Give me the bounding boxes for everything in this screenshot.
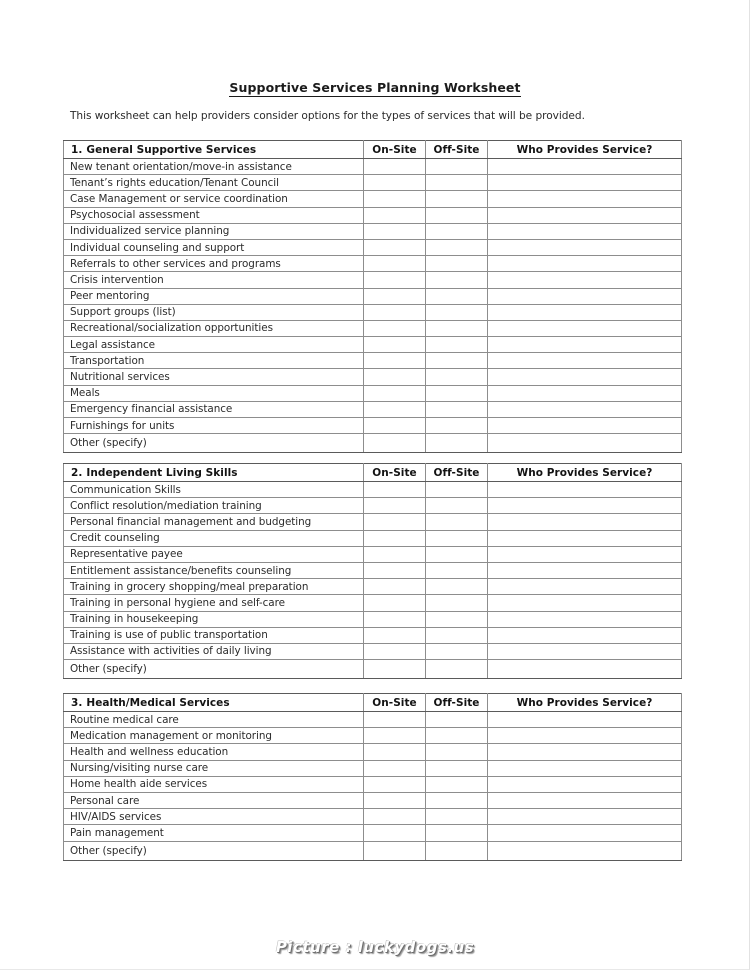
off-site-checkbox-cell[interactable] (426, 809, 488, 825)
section-number: 3. (71, 696, 83, 709)
section-title-header (64, 464, 364, 482)
who-provides-entry-cell[interactable] (488, 223, 682, 239)
service-name-cell: Recreational/socialization opportunities (64, 320, 364, 336)
who-provides-entry-cell[interactable] (488, 498, 682, 514)
who-provides-entry-cell[interactable] (488, 579, 682, 595)
who-provides-entry-cell[interactable] (488, 434, 682, 453)
off-site-checkbox-cell[interactable] (426, 191, 488, 207)
table-row (64, 434, 682, 453)
table-row (64, 288, 682, 304)
table-row (64, 385, 682, 401)
on-site-checkbox-cell[interactable] (364, 579, 426, 595)
off-site-checkbox-cell[interactable] (426, 175, 488, 191)
service-name-cell: Support groups (list) (64, 304, 364, 320)
on-site-checkbox-cell[interactable] (364, 401, 426, 417)
off-site-checkbox-cell[interactable] (426, 369, 488, 385)
table-row (64, 627, 682, 643)
on-site-checkbox-cell[interactable] (364, 744, 426, 760)
off-site-checkbox-cell[interactable] (426, 562, 488, 578)
off-site-checkbox-cell[interactable] (426, 792, 488, 808)
table-row (64, 272, 682, 288)
table-row (64, 482, 682, 498)
service-name-cell: Entitlement assistance/benefits counseling (64, 562, 364, 578)
off-site-checkbox-cell[interactable] (426, 385, 488, 401)
who-provides-entry-cell[interactable] (488, 728, 682, 744)
on-site-checkbox-cell[interactable] (364, 369, 426, 385)
off-site-checkbox-cell[interactable] (426, 546, 488, 562)
who-provides-header: Who Provides Service? (488, 464, 682, 482)
section-title-header (64, 694, 364, 712)
service-name-cell: Case Management or service coordination (64, 191, 364, 207)
on-site-checkbox-cell[interactable] (364, 643, 426, 659)
service-name-cell: Legal assistance (64, 337, 364, 353)
on-site-checkbox-cell[interactable] (364, 595, 426, 611)
service-name-cell: Furnishings for units (64, 418, 364, 434)
on-site-checkbox-cell[interactable] (364, 841, 426, 860)
service-name-cell: Conflict resolution/mediation training (64, 498, 364, 514)
off-site-checkbox-cell[interactable] (426, 744, 488, 760)
off-site-header: Off-Site (426, 141, 488, 159)
section-table-3 (63, 693, 681, 861)
table-row (64, 514, 682, 530)
who-provides-entry-cell[interactable] (488, 627, 682, 643)
table-row (64, 175, 682, 191)
table-row (64, 841, 682, 860)
who-provides-entry-cell[interactable] (488, 792, 682, 808)
off-site-checkbox-cell[interactable] (426, 401, 488, 417)
who-provides-entry-cell[interactable] (488, 207, 682, 223)
services-table (63, 693, 682, 861)
who-provides-entry-cell[interactable] (488, 353, 682, 369)
table-row (64, 562, 682, 578)
on-site-header: On-Site (364, 694, 426, 712)
service-name-cell: Personal financial management and budgeting (64, 514, 364, 530)
off-site-checkbox-cell[interactable] (426, 353, 488, 369)
off-site-checkbox-cell[interactable] (426, 760, 488, 776)
off-site-checkbox-cell[interactable] (426, 825, 488, 841)
off-site-checkbox-cell[interactable] (426, 159, 488, 175)
table-row (64, 337, 682, 353)
watermark-credit: Picture : luckydogs.us (275, 938, 475, 956)
table-row (64, 401, 682, 417)
service-name-cell: Home health aide services (64, 776, 364, 792)
who-provides-entry-cell[interactable] (488, 841, 682, 860)
page-title (0, 80, 750, 95)
on-site-checkbox-cell[interactable] (364, 207, 426, 223)
service-name-cell: Individual counseling and support (64, 239, 364, 255)
service-name-cell: Personal care (64, 792, 364, 808)
section-table-1 (63, 140, 681, 453)
on-site-checkbox-cell[interactable] (364, 239, 426, 255)
service-name-cell: Crisis intervention (64, 272, 364, 288)
page-title-text: Supportive Services Planning Worksheet (229, 80, 521, 95)
on-site-checkbox-cell[interactable] (364, 776, 426, 792)
off-site-checkbox-cell[interactable] (426, 643, 488, 659)
on-site-header: On-Site (364, 464, 426, 482)
service-name-cell: Training in personal hygiene and self-care (64, 595, 364, 611)
on-site-checkbox-cell[interactable] (364, 418, 426, 434)
who-provides-entry-cell[interactable] (488, 401, 682, 417)
on-site-checkbox-cell[interactable] (364, 304, 426, 320)
who-provides-entry-cell[interactable] (488, 272, 682, 288)
who-provides-entry-cell[interactable] (488, 776, 682, 792)
table-row (64, 159, 682, 175)
service-name-cell: New tenant orientation/move-in assistance (64, 159, 364, 175)
section-title: Health/Medical Services (86, 696, 230, 709)
table-row (64, 825, 682, 841)
on-site-checkbox-cell[interactable] (364, 320, 426, 336)
on-site-checkbox-cell[interactable] (364, 809, 426, 825)
who-provides-entry-cell[interactable] (488, 288, 682, 304)
service-name-cell: Training is use of public transportation (64, 627, 364, 643)
service-name-cell: Nutritional services (64, 369, 364, 385)
service-name-cell: Tenant’s rights education/Tenant Council (64, 175, 364, 191)
who-provides-entry-cell[interactable] (488, 643, 682, 659)
table-row (64, 760, 682, 776)
who-provides-entry-cell[interactable] (488, 320, 682, 336)
off-site-checkbox-cell[interactable] (426, 223, 488, 239)
off-site-checkbox-cell[interactable] (426, 272, 488, 288)
who-provides-entry-cell[interactable] (488, 175, 682, 191)
section-table-2 (63, 463, 681, 679)
off-site-checkbox-cell[interactable] (426, 841, 488, 860)
off-site-checkbox-cell[interactable] (426, 239, 488, 255)
on-site-checkbox-cell[interactable] (364, 191, 426, 207)
service-name-cell: Referrals to other services and programs (64, 256, 364, 272)
who-provides-entry-cell[interactable] (488, 712, 682, 728)
off-site-checkbox-cell[interactable] (426, 434, 488, 453)
off-site-checkbox-cell[interactable] (426, 776, 488, 792)
who-provides-entry-cell[interactable] (488, 809, 682, 825)
off-site-checkbox-cell[interactable] (426, 530, 488, 546)
off-site-header: Off-Site (426, 694, 488, 712)
table-row (64, 643, 682, 659)
intro-paragraph: This worksheet can help providers consider options for the types of services that will be provided. (70, 110, 585, 122)
who-provides-entry-cell[interactable] (488, 239, 682, 255)
off-site-checkbox-cell[interactable] (426, 712, 488, 728)
who-provides-entry-cell[interactable] (488, 418, 682, 434)
section-title: Independent Living Skills (86, 466, 238, 479)
on-site-checkbox-cell[interactable] (364, 434, 426, 453)
on-site-checkbox-cell[interactable] (364, 256, 426, 272)
section-title-header (64, 141, 364, 159)
who-provides-entry-cell[interactable] (488, 760, 682, 776)
on-site-checkbox-cell[interactable] (364, 546, 426, 562)
service-name-cell: Meals (64, 385, 364, 401)
off-site-checkbox-cell[interactable] (426, 207, 488, 223)
section-number: 1. (71, 143, 83, 156)
section-title: General Supportive Services (86, 143, 257, 156)
table-row (64, 579, 682, 595)
on-site-checkbox-cell[interactable] (364, 223, 426, 239)
service-name-cell: Health and wellness education (64, 744, 364, 760)
service-name-cell: Transportation (64, 353, 364, 369)
who-provides-entry-cell[interactable] (488, 482, 682, 498)
service-name-cell: Pain management (64, 825, 364, 841)
on-site-checkbox-cell[interactable] (364, 337, 426, 353)
off-site-checkbox-cell[interactable] (426, 514, 488, 530)
table-row (64, 498, 682, 514)
on-site-checkbox-cell[interactable] (364, 760, 426, 776)
table-row (64, 207, 682, 223)
who-provides-entry-cell[interactable] (488, 514, 682, 530)
off-site-checkbox-cell[interactable] (426, 256, 488, 272)
who-provides-entry-cell[interactable] (488, 611, 682, 627)
table-row (64, 239, 682, 255)
table-row (64, 256, 682, 272)
off-site-checkbox-cell[interactable] (426, 660, 488, 679)
off-site-checkbox-cell[interactable] (426, 418, 488, 434)
service-name-cell: HIV/AIDS services (64, 809, 364, 825)
section-number: 2. (71, 466, 83, 479)
on-site-checkbox-cell[interactable] (364, 288, 426, 304)
off-site-checkbox-cell[interactable] (426, 728, 488, 744)
on-site-checkbox-cell[interactable] (364, 385, 426, 401)
table-row (64, 320, 682, 336)
services-table (63, 140, 682, 453)
off-site-checkbox-cell[interactable] (426, 579, 488, 595)
on-site-checkbox-cell[interactable] (364, 530, 426, 546)
service-name-cell: Nursing/visiting nurse care (64, 760, 364, 776)
off-site-checkbox-cell[interactable] (426, 498, 488, 514)
service-name-cell: Other (specify) (64, 841, 364, 860)
who-provides-entry-cell[interactable] (488, 825, 682, 841)
off-site-checkbox-cell[interactable] (426, 288, 488, 304)
off-site-checkbox-cell[interactable] (426, 304, 488, 320)
who-provides-entry-cell[interactable] (488, 191, 682, 207)
service-name-cell: Routine medical care (64, 712, 364, 728)
table-row (64, 744, 682, 760)
service-name-cell: Other (specify) (64, 660, 364, 679)
off-site-checkbox-cell[interactable] (426, 595, 488, 611)
on-site-checkbox-cell[interactable] (364, 353, 426, 369)
table-header-row (64, 464, 682, 482)
service-name-cell: Peer mentoring (64, 288, 364, 304)
off-site-checkbox-cell[interactable] (426, 627, 488, 643)
service-name-cell: Credit counseling (64, 530, 364, 546)
table-row (64, 191, 682, 207)
table-row (64, 353, 682, 369)
off-site-checkbox-cell[interactable] (426, 611, 488, 627)
service-name-cell: Medication management or monitoring (64, 728, 364, 744)
who-provides-entry-cell[interactable] (488, 304, 682, 320)
table-row (64, 792, 682, 808)
table-row (64, 712, 682, 728)
service-name-cell: Communication Skills (64, 482, 364, 498)
on-site-checkbox-cell[interactable] (364, 712, 426, 728)
who-provides-entry-cell[interactable] (488, 546, 682, 562)
table-header-row (64, 694, 682, 712)
who-provides-entry-cell[interactable] (488, 337, 682, 353)
service-name-cell: Other (specify) (64, 434, 364, 453)
table-row (64, 611, 682, 627)
on-site-checkbox-cell[interactable] (364, 272, 426, 288)
who-provides-entry-cell[interactable] (488, 159, 682, 175)
who-provides-entry-cell[interactable] (488, 369, 682, 385)
who-provides-entry-cell[interactable] (488, 595, 682, 611)
table-row (64, 530, 682, 546)
on-site-checkbox-cell[interactable] (364, 175, 426, 191)
who-provides-entry-cell[interactable] (488, 256, 682, 272)
who-provides-header: Who Provides Service? (488, 141, 682, 159)
off-site-checkbox-cell[interactable] (426, 482, 488, 498)
services-table (63, 463, 682, 679)
on-site-checkbox-cell[interactable] (364, 482, 426, 498)
off-site-header: Off-Site (426, 464, 488, 482)
table-row (64, 223, 682, 239)
table-row (64, 728, 682, 744)
on-site-checkbox-cell[interactable] (364, 792, 426, 808)
who-provides-entry-cell[interactable] (488, 385, 682, 401)
on-site-header: On-Site (364, 141, 426, 159)
on-site-checkbox-cell[interactable] (364, 611, 426, 627)
table-row (64, 660, 682, 679)
on-site-checkbox-cell[interactable] (364, 498, 426, 514)
on-site-checkbox-cell[interactable] (364, 825, 426, 841)
service-name-cell: Individualized service planning (64, 223, 364, 239)
on-site-checkbox-cell[interactable] (364, 159, 426, 175)
who-provides-entry-cell[interactable] (488, 744, 682, 760)
on-site-checkbox-cell[interactable] (364, 627, 426, 643)
who-provides-entry-cell[interactable] (488, 562, 682, 578)
table-row (64, 595, 682, 611)
who-provides-entry-cell[interactable] (488, 660, 682, 679)
table-row (64, 809, 682, 825)
service-name-cell: Training in housekeeping (64, 611, 364, 627)
on-site-checkbox-cell[interactable] (364, 728, 426, 744)
off-site-checkbox-cell[interactable] (426, 337, 488, 353)
table-row (64, 418, 682, 434)
table-row (64, 546, 682, 562)
who-provides-entry-cell[interactable] (488, 530, 682, 546)
table-row (64, 304, 682, 320)
service-name-cell: Representative payee (64, 546, 364, 562)
table-row (64, 369, 682, 385)
on-site-checkbox-cell[interactable] (364, 660, 426, 679)
table-header-row (64, 141, 682, 159)
service-name-cell: Psychosocial assessment (64, 207, 364, 223)
on-site-checkbox-cell[interactable] (364, 514, 426, 530)
service-name-cell: Training in grocery shopping/meal preparation (64, 579, 364, 595)
who-provides-header: Who Provides Service? (488, 694, 682, 712)
on-site-checkbox-cell[interactable] (364, 562, 426, 578)
service-name-cell: Emergency financial assistance (64, 401, 364, 417)
service-name-cell: Assistance with activities of daily living (64, 643, 364, 659)
table-row (64, 776, 682, 792)
off-site-checkbox-cell[interactable] (426, 320, 488, 336)
